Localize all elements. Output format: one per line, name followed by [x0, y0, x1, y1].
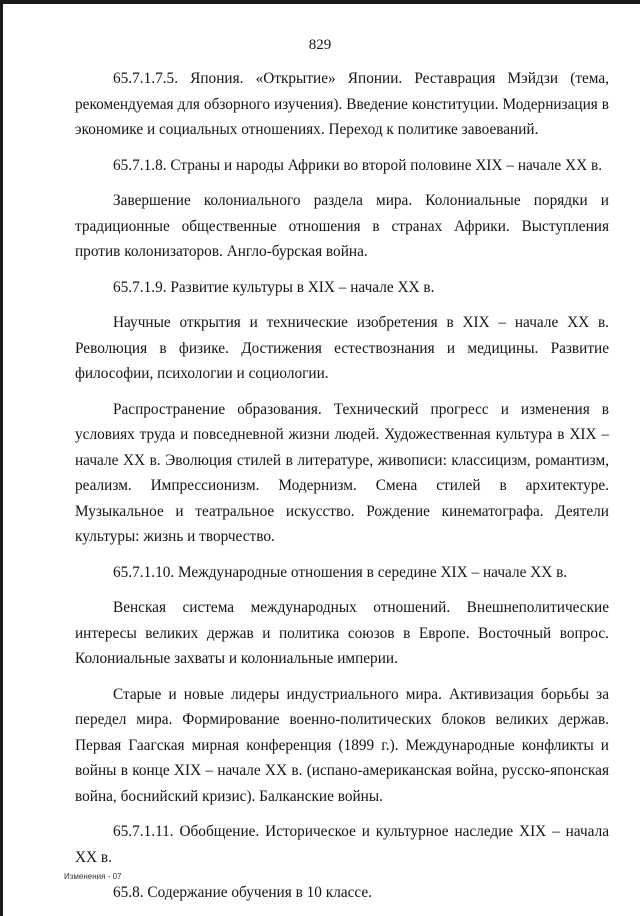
paragraph-industrial-leaders: Старые и новые лидеры индустриального мира. Активизация борьбы за передел мира. Формирование военно-политических блоков великих держав. Первая Гаагская мирная конференция (1899 г.). Международные конфликты и войны в конце XIX – начале XX в. (испано-американская война, русско-японская война, боснийский кризис). Балканские войны.	[75, 685, 609, 805]
section-heading-summary: 65.7.1.11. Обобщение. Историческое и культурное наследие XIX – начала XX в.	[75, 823, 609, 866]
section-heading-africa: 65.7.1.8. Страны и народы Африки во второй половине XIX – начале XX в.	[113, 156, 603, 174]
section-heading-grade-10: 65.8. Содержание обучения в 10 классе.	[113, 884, 373, 901]
scan-edge-top	[0, 0, 640, 4]
paragraph-vienna-system: Венская система международных отношений. Внешнеполитические интересы великих держав и политика союзов в Европе. Восточный вопрос. Колониальные захваты и колониальные империи.	[75, 599, 609, 667]
section-heading-international: 65.7.1.10. Международные отношения в середине XIX – начале XX в.	[113, 563, 568, 581]
paragraph-africa: Завершение колониального раздела мира. Колониальные порядки и традиционные общественные отношения в странах Африки. Выступления против колонизаторов. Англо-бурская война.	[75, 192, 609, 260]
body-text	[75, 66, 609, 916]
footer-note: Изменения - 07	[64, 872, 122, 881]
paragraph-education-art: Распространение образования. Технический прогресс и изменения в условиях труда и повседневной жизни людей. Художественная культура в XIX – начале XX в. Эволюция стилей в литературе, живописи: классицизм, романтизм, реализм. Импрессионизм. Модернизм. Смена стилей в архитектуре. Музыкальное и театральное искусство. Рождение кинематографа. Деятели культуры: жизнь и творчество.	[75, 400, 609, 545]
scan-edge-left	[0, 0, 3, 916]
section-heading-japan: 65.7.1.7.5. Япония. «Открытие» Японии. Реставрация Мэйдзи (тема, рекомендуемая для обзорного изучения). Введение конституции. Модернизация в экономике и социальных отношениях. Переход к политике завоеваний.	[75, 70, 609, 138]
page-number: 829	[308, 37, 332, 53]
paragraph-science: Научные открытия и технические изобретения в XIX – начале XX в. Революция в физике. Достижения естествознания и медицины. Развитие философии, психологии и социологии.	[75, 314, 609, 382]
section-heading-culture: 65.7.1.9. Развитие культуры в XIX – начале XX в.	[113, 278, 435, 296]
